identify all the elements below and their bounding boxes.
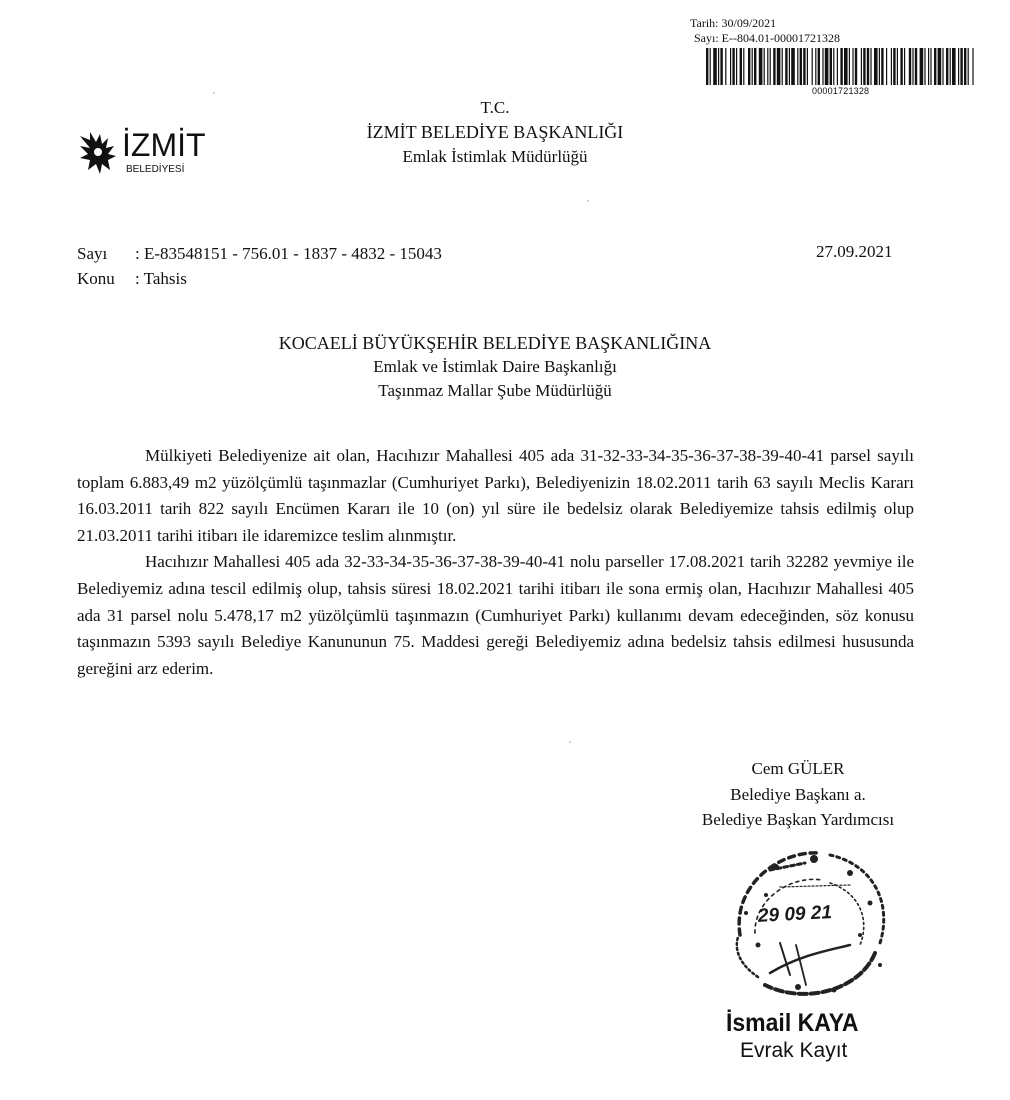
letterhead-institution: İZMİT BELEDİYE BAŞKANLIĞI — [366, 122, 624, 142]
letter-body — [77, 443, 914, 682]
maple-leaf-icon — [78, 130, 124, 176]
registry-date: Tarih: 30/09/2021 — [690, 16, 777, 30]
registry-number: Sayı: E--804.01-00001721328 — [694, 31, 840, 45]
addressee-department: Emlak ve İstimlak Daire Başkanlığı — [373, 357, 617, 376]
handwritten-name: İsmail KAYA — [726, 1009, 859, 1037]
barcode-caption: 00001721328 — [812, 86, 870, 96]
addressee-title: KOCAELİ BÜYÜKŞEHİR BELEDİYE BAŞKANLIĞINA — [278, 333, 712, 353]
scan-speck — [569, 741, 571, 743]
addressee-branch: Taşınmaz Mallar Şube Müdürlüğü — [378, 381, 612, 400]
scan-speck — [213, 92, 215, 94]
document-date: 27.09.2021 — [816, 242, 893, 261]
stamp-date: 29 09 21 — [757, 902, 833, 927]
sayi-label: Sayı — [77, 244, 108, 263]
konu-label: Konu — [77, 269, 115, 288]
handwritten-role: Evrak Kayıt — [740, 1039, 848, 1062]
sayi-value: : E-83548151 - 756.01 - 1837 - 4832 - 15043 — [135, 244, 442, 263]
signatory-title: Belediye Başkanı a. — [730, 785, 866, 804]
body-paragraph-1: Mülkiyeti Belediyenize ait olan, Hacıhızır Mahallesi 405 ada 31-32-33-34-35-36-37-38-39-40-41 parsel sayılı toplam 6.883,49 m2 yüzölçümlü taşınmazlar (Cumhuriyet Parkı), Belediyenizin 18.02.2011 tarih 63 sayılı Meclis Kararı 16.03.2011 tarih 822 sayılı Encümen Kararı ile 10 (on) yıl süre ile bedelsiz olarak Belediyemize tahsis edilmiş olup 21.03.2011 tarihi itibarı ile idaremizce teslim alınmıştır. — [77, 446, 914, 545]
letterhead-department: Emlak İstimlak Müdürlüğü — [402, 147, 588, 166]
barcode-image — [706, 48, 976, 85]
izmit-municipality-logo — [78, 127, 208, 185]
body-paragraph-2: Hacıhızır Mahallesi 405 ada 32-33-34-35-36-37-38-39-40-41 nolu parseller 17.08.2021 tarih 32282 yevmiye ile Belediyemiz adına tescil edilmiş olup, tahsis süresi 18.02.2021 tarihi itibarı ile sona ermiş olan, Hacıhızır Mahallesi 405 ada 31 parsel nolu 5.478,17 m2 yüzölçümlü taşınmazın (Cumhuriyet Parkı) kullanımı devam edeceğinden, söz konusu taşınmazın 5393 sayılı Belediye Kanununun 75. Maddesi gereği Belediyemiz adına bedelsiz tahsis edilmesi hususunda gereğini arz ederim. — [77, 552, 914, 678]
scan-speck — [587, 200, 589, 202]
letterhead-tc: T.C. — [480, 98, 510, 117]
signatory-position: Belediye Başkan Yardımcısı — [701, 810, 895, 829]
signatory-name: Cem GÜLER — [751, 759, 845, 778]
logo-subtitle: BELEDİYESİ — [126, 164, 185, 175]
document-number-line — [77, 243, 442, 265]
subject-line — [77, 268, 187, 290]
konu-value: : Tahsis — [135, 269, 187, 288]
logo-wordmark: İZMİT — [122, 127, 206, 163]
